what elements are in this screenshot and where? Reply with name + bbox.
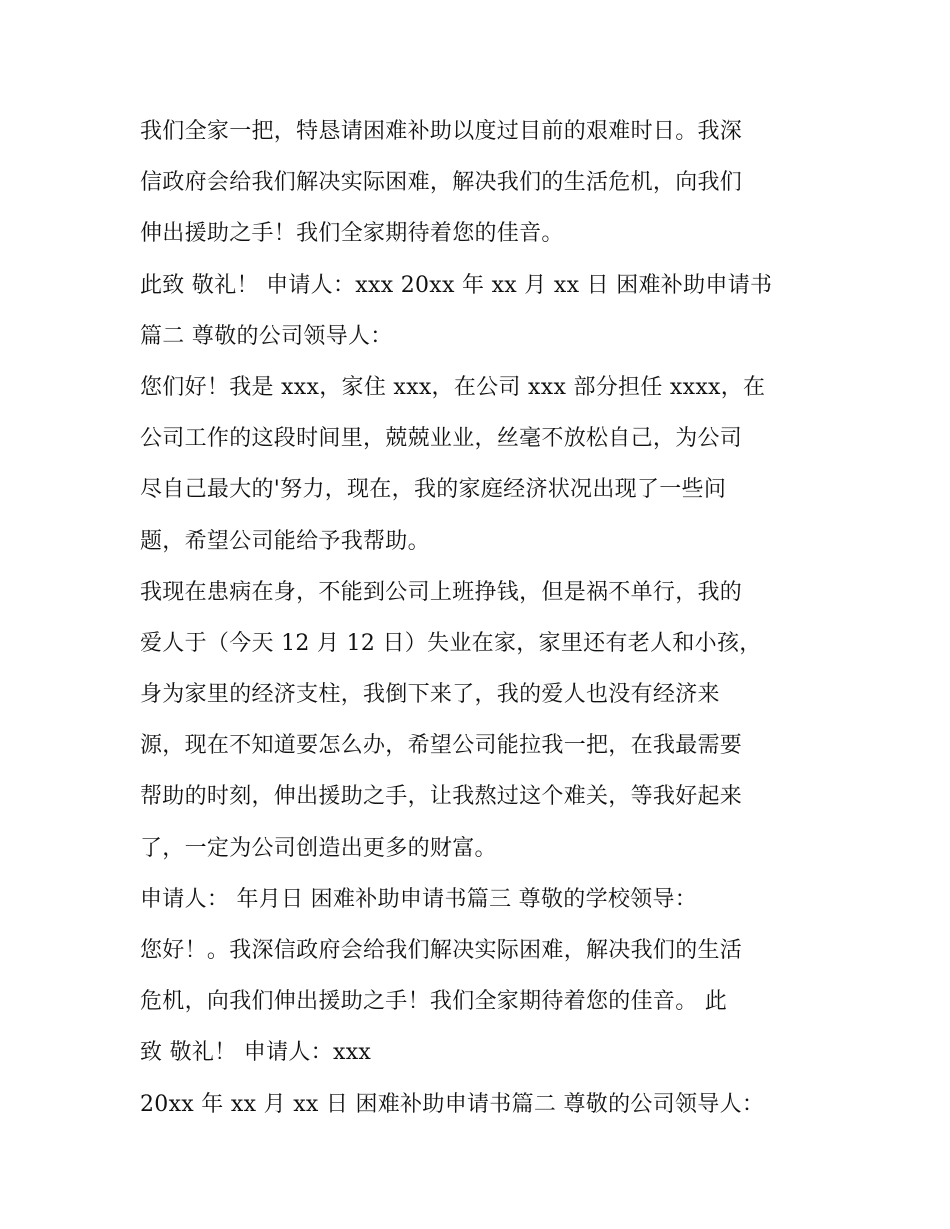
text-line: 您们好！我是 xxx，家住 xxx，在公司 xxx 部分担任 xxxx，在 (140, 374, 766, 400)
text-line: 我们全家一把，特恳请困难补助以度过目前的艰难时日。我深 (140, 119, 743, 144)
text-line: 源，现在不知道要怎么办，希望公司能拉我一把，在我最需要 (140, 733, 743, 759)
text-line: 公司工作的这段时间里，兢兢业业，丝毫不放松自己，为公司 (140, 426, 743, 452)
document-body (140, 106, 820, 1130)
text-line: 信政府会给我们解决实际困难，解决我们的生活危机，向我们 (140, 170, 743, 196)
text-line: 身为家里的经济支柱，我倒下来了，我的爱人也没有经济来 (140, 682, 720, 708)
text-line: 此致 敬礼！ 申请人：xxx 20xx 年 xx 月 xx 日 困难补助申请书 (140, 272, 773, 298)
text-line: 爱人于（今天 12 月 12 日）失业在家，家里还有老人和小孩， (140, 630, 762, 656)
text-line: 我现在患病在身，不能到公司上班挣钱，但是祸不单行，我的 (140, 579, 743, 605)
text-line: 申请人： 年月日 困难补助申请书篇三 尊敬的学校领导： (140, 886, 698, 912)
text-line: 20xx 年 xx 月 xx 日 困难补助申请书篇二 尊敬的公司领导人： (140, 1091, 765, 1117)
text-line: 了，一定为公司创造出更多的财富。 (140, 835, 497, 861)
text-line: 尽自己最大的'努力，现在，我的家庭经济状况出现了一些问 (140, 477, 727, 503)
text-line: 您好！。我深信政府会给我们解决实际困难，解决我们的生活 (140, 938, 743, 963)
text-line: 题，希望公司能给予我帮助。 (140, 528, 430, 554)
text-line: 伸出援助之手！我们全家期待着您的佳音。 (140, 221, 564, 247)
text-line: 帮助的时刻，伸出援助之手，让我熬过这个难关，等我好起来 (140, 784, 743, 810)
text-line: 危机，向我们伸出援助之手！我们全家期待着您的佳音。 此 (140, 989, 728, 1015)
text-line: 篇二 尊敬的公司领导人： (140, 323, 393, 349)
text-line: 致 敬礼！ 申请人：xxx (140, 1040, 372, 1066)
